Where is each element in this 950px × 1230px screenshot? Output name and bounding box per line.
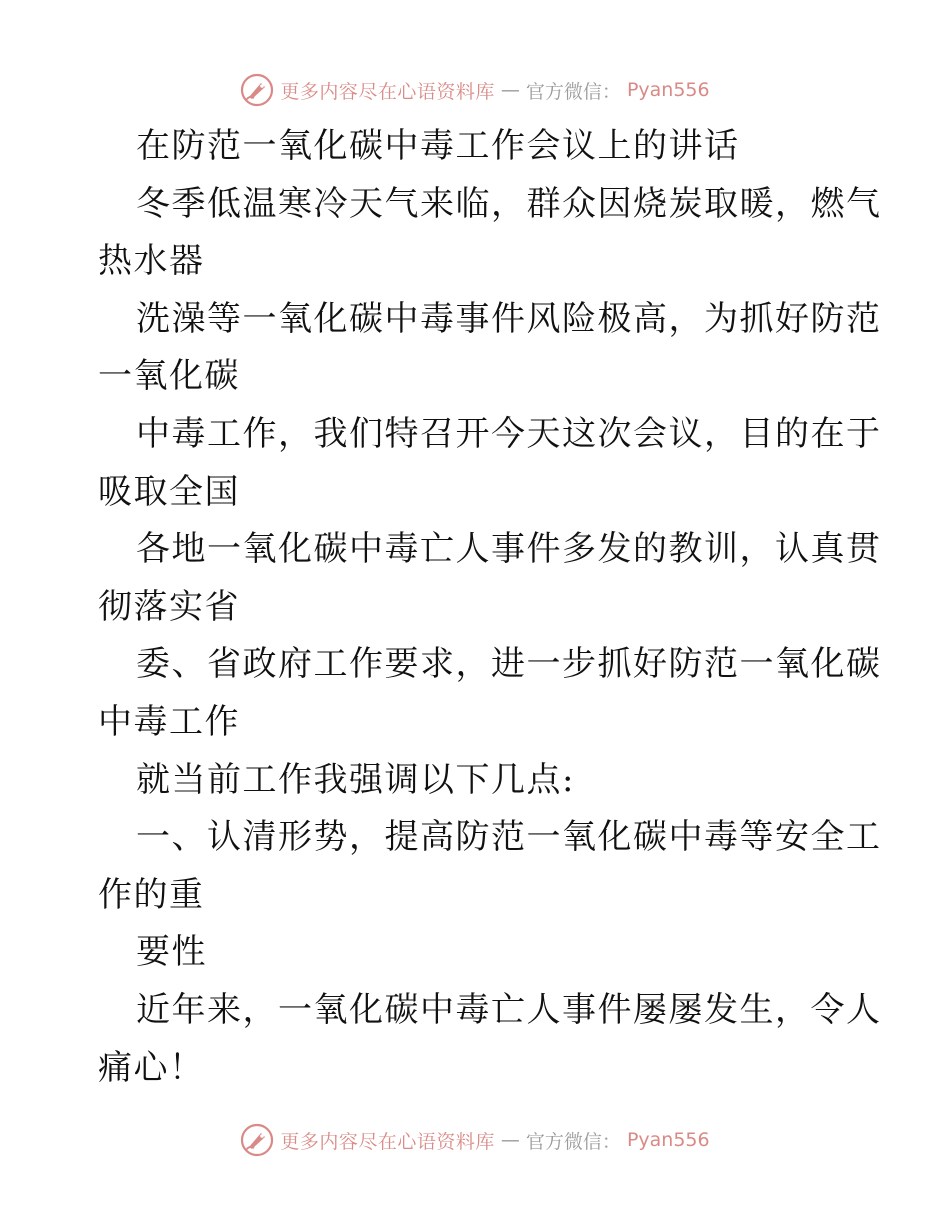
header-watermark: [0, 70, 950, 110]
watermark-wechat-id: Pyan556: [626, 1129, 710, 1151]
watermark-site-text: 更多内容尽在心语资料库: [280, 1130, 495, 1153]
watermark-separator: —: [500, 1129, 520, 1151]
text-line: 各地一氧化碳中毒亡人事件多发的教训，认真贯: [136, 529, 882, 570]
text-line: 吸取全国: [98, 471, 240, 512]
text-line: 就当前工作我强调以下几点:: [136, 759, 575, 800]
text-line: 中毒工作: [98, 701, 240, 742]
text-line: 作的重: [98, 874, 205, 915]
watermark-site-text: 更多内容尽在心语资料库: [280, 80, 495, 103]
text-line: 热水器: [98, 241, 205, 282]
text-line: 洗澡等一氧化碳中毒事件风险极高，为抓好防范: [136, 298, 882, 339]
text-line: 委、省政府工作要求，进一步抓好防范一氧化碳: [136, 644, 882, 685]
text-line: 中毒工作，我们特召开今天这次会议，目的在于: [136, 413, 882, 454]
text-line: 一、认清形势，提高防范一氧化碳中毒等安全工: [136, 817, 882, 858]
pen-nib-logo-icon: [240, 1123, 274, 1157]
text-line: 近年来，一氧化碳中毒亡人事件屡屡发生，令人: [136, 989, 882, 1030]
watermark-wechat-id: Pyan556: [626, 79, 710, 101]
document-body: [98, 118, 882, 1097]
watermark-wechat-label: 官方微信：: [525, 80, 621, 103]
watermark-separator: —: [500, 79, 520, 101]
text-line: 冬季低温寒冷天气来临，群众因烧炭取暖，燃气: [136, 183, 882, 224]
watermark-wechat-label: 官方微信：: [525, 1130, 621, 1153]
document-title: 在防范一氧化碳中毒工作会议上的讲话: [136, 126, 740, 166]
text-line: 要性: [136, 932, 207, 973]
text-line: 一氧化碳: [98, 356, 240, 397]
footer-watermark: [0, 1120, 950, 1160]
text-line: 痛心！: [98, 1047, 205, 1088]
text-line: 彻落实省: [98, 586, 240, 627]
pen-nib-logo-icon: [240, 73, 274, 107]
